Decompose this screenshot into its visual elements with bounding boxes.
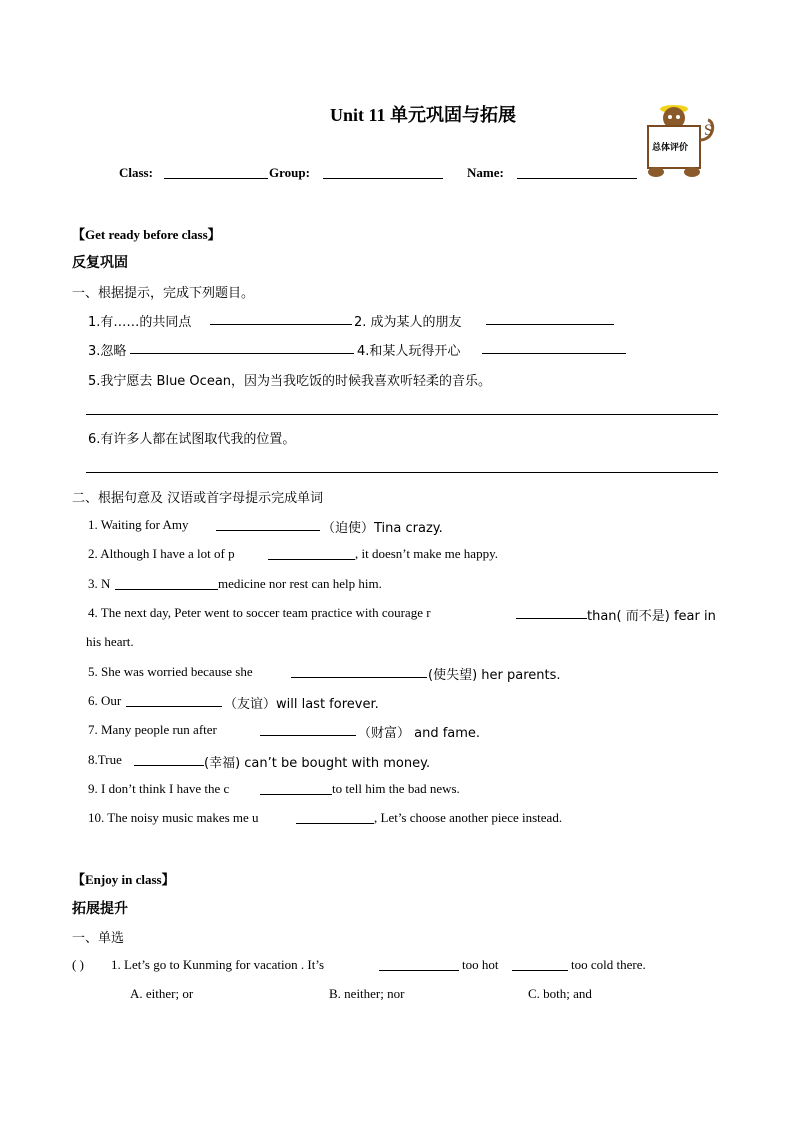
name-blank[interactable] bbox=[517, 166, 637, 179]
part2-q6-a: 6. Our bbox=[88, 693, 122, 708]
part2-q5-a: 5. She was worried because she bbox=[88, 664, 253, 679]
evaluation-badge bbox=[636, 100, 720, 182]
part3-q1-c: too cold there. bbox=[571, 957, 646, 972]
class-blank[interactable] bbox=[164, 166, 268, 179]
part2-q3-blank[interactable] bbox=[115, 577, 218, 590]
badge-label: 总体评价 bbox=[652, 143, 689, 153]
part2-q3-b: medicine nor rest can help him. bbox=[218, 576, 382, 591]
part3-heading: 一、单选 bbox=[72, 931, 125, 946]
part3-q1-option-b[interactable]: B. neither; nor bbox=[329, 986, 405, 1001]
part2-q2-a: 2. Although I have a lot of p bbox=[88, 546, 235, 561]
part2-q4-blank[interactable] bbox=[516, 606, 587, 619]
part3-q1-blank2[interactable] bbox=[512, 958, 568, 971]
part2-q1-blank[interactable] bbox=[216, 518, 320, 531]
part2-q8-a: 8.True bbox=[88, 752, 122, 767]
part1-q4-blank[interactable] bbox=[482, 341, 626, 354]
part1-q5: 5.我宁愿去 Blue Ocean，因为当我吃饭的时候我喜欢听轻柔的音乐。 bbox=[88, 374, 492, 389]
part2-q9-a: 9. I don’t think I have the c bbox=[88, 781, 230, 796]
group-label: Group: bbox=[269, 165, 310, 180]
part2-q8-b: (幸福) can’t be bought with money. bbox=[204, 756, 431, 771]
part2-q7-blank[interactable] bbox=[260, 723, 356, 736]
part1-q6: 6.有许多人都在试图取代我的位置。 bbox=[88, 432, 296, 447]
class-label: Class: bbox=[119, 165, 153, 180]
part2-q2-b: , it doesn’t make me happy. bbox=[355, 546, 498, 561]
part2-q3-a: 3. N bbox=[88, 576, 111, 591]
part2-q9-b: to tell him the bad news. bbox=[332, 781, 460, 796]
page-title: Unit 11 单元巩固与拓展 bbox=[330, 105, 517, 125]
part2-q6-blank[interactable] bbox=[126, 694, 222, 707]
part1-q3-blank[interactable] bbox=[130, 341, 354, 354]
part2-q5-blank[interactable] bbox=[291, 665, 427, 678]
group-blank[interactable] bbox=[323, 166, 443, 179]
part2-heading: 二、根据句意及 汉语或首字母提示完成单词 bbox=[72, 491, 324, 506]
part2-q4-a: 4. The next day, Peter went to soccer team practice with courage r bbox=[88, 605, 431, 620]
part3-q1-blank1[interactable] bbox=[379, 958, 459, 971]
part2-q10-b: , Let’s choose another piece instead. bbox=[374, 810, 563, 825]
part2-q10-blank[interactable] bbox=[296, 811, 374, 824]
part2-q10-a: 10. The noisy music makes me u bbox=[88, 810, 259, 825]
part1-q2-blank[interactable] bbox=[486, 312, 614, 325]
part2-q1-a: 1. Waiting for Amy bbox=[88, 517, 189, 532]
section-sub-extend: 拓展提升 bbox=[72, 901, 128, 917]
part1-q1: 1.有……的共同点 bbox=[88, 315, 192, 330]
part2-q7-a: 7. Many people run after bbox=[88, 722, 217, 737]
part1-q3: 3.忽略 bbox=[88, 344, 127, 359]
part2-q4-c: his heart. bbox=[86, 634, 134, 649]
part3-q1-option-c[interactable]: C. both; and bbox=[528, 986, 592, 1001]
part3-q1-b: too hot bbox=[462, 957, 499, 972]
part1-q2: 2. 成为某人的朋友 bbox=[354, 315, 462, 330]
part3-q1-a: 1. Let’s go to Kunming for vacation . It’s bbox=[111, 957, 325, 972]
part3-q1-option-a[interactable]: A. either; or bbox=[130, 986, 194, 1001]
part1-q6-answer-line[interactable] bbox=[86, 472, 718, 473]
part2-q9-blank[interactable] bbox=[260, 782, 332, 795]
part1-q1-blank[interactable] bbox=[210, 312, 352, 325]
section-sub-review: 反复巩固 bbox=[72, 255, 128, 271]
part1-q5-answer-line[interactable] bbox=[86, 414, 718, 415]
name-label: Name: bbox=[467, 165, 504, 180]
part3-q1-paren[interactable]: ( ) bbox=[72, 957, 84, 972]
section-heading-ready: 【Get ready before class】 bbox=[72, 227, 221, 242]
section-heading-enjoy: 【Enjoy in class】 bbox=[72, 872, 175, 887]
part2-q7-b: （财富） and fame. bbox=[358, 726, 481, 741]
part2-q1-b: （迫使）Tina crazy. bbox=[322, 521, 443, 536]
part1-heading: 一、根据提示，完成下列题目。 bbox=[72, 286, 255, 301]
part2-q5-b: (使失望) her parents. bbox=[428, 668, 561, 683]
part2-q4-b: than( 而不是) fear in bbox=[587, 609, 716, 624]
part2-q6-b: （友谊）will last forever. bbox=[224, 697, 379, 712]
badge-tail: S bbox=[704, 122, 713, 139]
part2-q2-blank[interactable] bbox=[268, 547, 355, 560]
part2-q8-blank[interactable] bbox=[134, 753, 204, 766]
part1-q4: 4.和某人玩得开心 bbox=[357, 344, 461, 359]
